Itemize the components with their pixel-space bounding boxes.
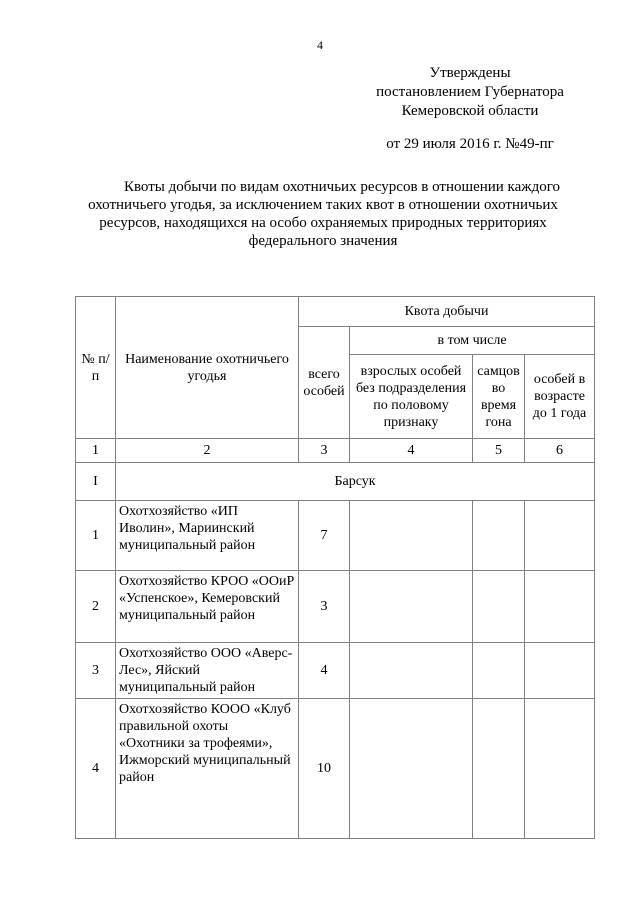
- row-total: 7: [299, 501, 350, 571]
- row-total: 3: [299, 571, 350, 643]
- row-total: 4: [299, 643, 350, 699]
- row-males: [473, 643, 525, 699]
- header-males: самцов во время гона: [473, 355, 525, 439]
- row-num: 4: [76, 699, 116, 839]
- row-num: 3: [76, 643, 116, 699]
- row-males: [473, 571, 525, 643]
- row-name: Охотхозяйство ООО «Аверс-Лес», Яйский муниципальный район: [116, 643, 299, 699]
- row-name: Охотхозяйство КРОО «ООиР «Успенское», Кемеровский муниципальный район: [116, 571, 299, 643]
- approval-line-3: Кемеровской области: [401, 103, 539, 119]
- row-adults: [350, 643, 473, 699]
- section-num: I: [76, 463, 116, 501]
- table-row: [76, 501, 595, 571]
- header-name: Наименование охотничьего угодья: [116, 297, 299, 439]
- header-num: № п/п: [76, 297, 116, 439]
- header-young: особей в возрасте до 1 года: [525, 355, 595, 439]
- col-number: 6: [525, 439, 595, 463]
- row-young: [525, 643, 595, 699]
- section-row: [76, 463, 595, 501]
- row-name: Охотхозяйство КООО «Клуб правильной охоты «Охотники за трофеями», Ижморский муниципальный район: [116, 699, 299, 839]
- table-row: [76, 699, 595, 839]
- approval-line-2: постановлением Губернатора: [376, 84, 564, 100]
- row-males: [473, 699, 525, 839]
- column-numbers-row: [76, 439, 595, 463]
- header-including: в том числе: [350, 327, 595, 355]
- header-total: всего особей: [299, 327, 350, 439]
- header-adults: взрослых особей без подразделения по половому признаку: [350, 355, 473, 439]
- page-number: 4: [317, 38, 323, 52]
- header-quota: Квота добычи: [299, 297, 595, 327]
- row-adults: [350, 571, 473, 643]
- row-young: [525, 501, 595, 571]
- document-title: Квоты добычи по видам охотничьих ресурсов в отношении каждого охотничьего угодья, за исключением таких квот в отношении охотничьих ресурсов, находящихся на особо охраняемых природных территориях федерального значения: [88, 179, 561, 249]
- row-young: [525, 571, 595, 643]
- quota-table: [75, 296, 595, 839]
- row-adults: [350, 699, 473, 839]
- row-adults: [350, 501, 473, 571]
- approval-block: [360, 64, 580, 154]
- table-row: [76, 643, 595, 699]
- row-num: 1: [76, 501, 116, 571]
- section-name: Барсук: [116, 463, 595, 501]
- row-name: Охотхозяйство «ИП Иволин», Мариинский муниципальный район: [116, 501, 299, 571]
- col-number: 3: [299, 439, 350, 463]
- col-number: 1: [76, 439, 116, 463]
- approval-date: от 29 июля 2016 г. №49-пг: [386, 136, 554, 152]
- table-row: [76, 571, 595, 643]
- col-number: 4: [350, 439, 473, 463]
- col-number: 5: [473, 439, 525, 463]
- approval-line-1: Утверждены: [429, 65, 511, 81]
- row-males: [473, 501, 525, 571]
- row-young: [525, 699, 595, 839]
- row-total: 10: [299, 699, 350, 839]
- row-num: 2: [76, 571, 116, 643]
- col-number: 2: [116, 439, 299, 463]
